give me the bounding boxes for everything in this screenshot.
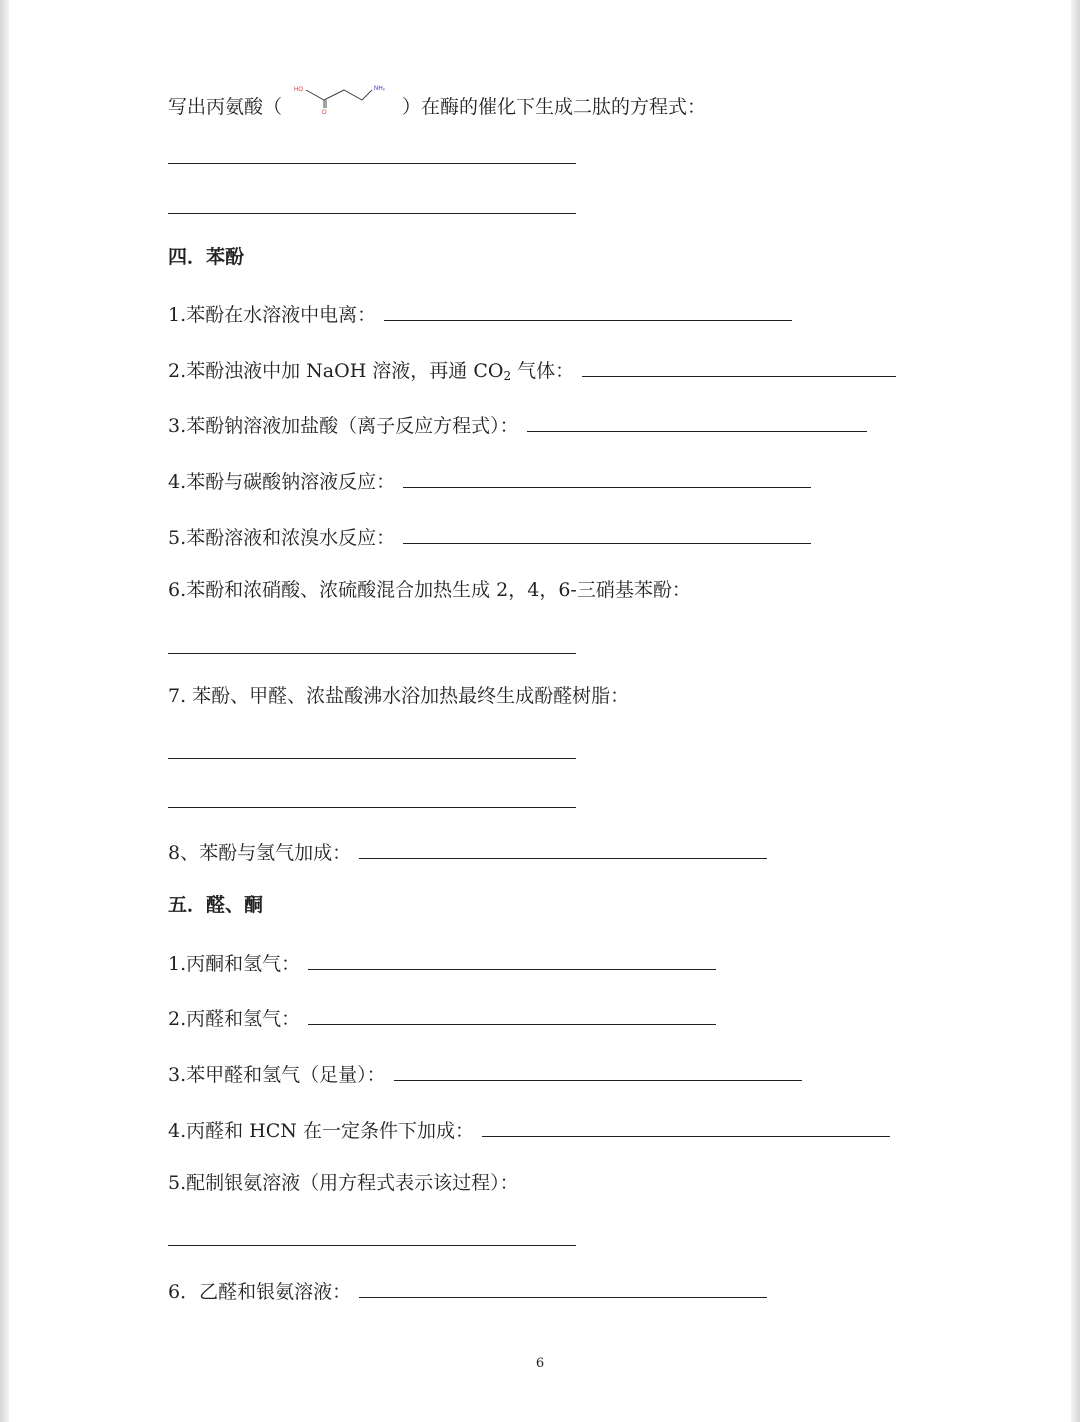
question-text: 6.苯酚和浓硝酸、浓硫酸混合加热生成 2，4，6-三硝基苯酚： — [168, 579, 691, 601]
answer-line[interactable] — [168, 1245, 576, 1246]
answer-blank[interactable] — [384, 300, 792, 321]
question-text: 4.丙醛和 HCN 在一定条件下加成： — [168, 1120, 474, 1142]
page-number: 6 — [535, 1356, 545, 1371]
question-text: 8、苯酚与氢气加成： — [168, 842, 352, 864]
question-item — [168, 467, 811, 494]
answer-blank[interactable] — [394, 1060, 802, 1081]
question-text: 4.苯酚与碳酸钠溶液反应： — [168, 471, 396, 493]
answer-blank[interactable] — [403, 523, 811, 544]
answer-blank[interactable] — [359, 1277, 767, 1298]
answer-blank[interactable] — [359, 838, 767, 859]
nh2-label: NH₂ — [374, 86, 386, 92]
question-item — [168, 1060, 802, 1087]
section-title-phenol: 四．苯酚 — [168, 246, 245, 268]
question-item — [168, 1277, 767, 1304]
intro-text-before: 写出丙氨酸（ — [168, 96, 283, 118]
answer-line[interactable] — [168, 758, 576, 759]
answer-blank[interactable] — [308, 1004, 716, 1025]
question-text: 7. 苯酚、甲醛、浓盐酸沸水浴加热最终生成酚醛树脂： — [168, 685, 630, 707]
question-item — [168, 838, 767, 865]
answer-line[interactable] — [168, 163, 576, 164]
question-text: 3.苯酚钠溶液加盐酸（离子反应方程式）： — [168, 415, 519, 437]
question-item — [168, 684, 629, 708]
answer-line[interactable] — [168, 807, 576, 808]
page-edge-right — [1071, 0, 1080, 1422]
question-text: 2.苯酚浊液中加 NaOH 溶液，再通 CO — [168, 360, 504, 382]
answer-blank[interactable] — [308, 949, 716, 970]
ho-label: HO — [294, 87, 304, 93]
question-item — [168, 949, 716, 976]
question-item — [168, 578, 691, 602]
page-edge-left — [0, 0, 9, 1422]
answer-line[interactable] — [168, 653, 576, 654]
o-label: O — [322, 110, 327, 116]
question-item — [168, 1116, 890, 1143]
intro-text-after: ）在酶的催化下生成二肽的方程式： — [402, 96, 707, 118]
question-item — [168, 1171, 519, 1195]
section-title-aldehyde-ketone: 五．醛、酮 — [168, 894, 264, 916]
question-text: 1.丙酮和氢气： — [168, 953, 301, 975]
question-text: 1.苯酚在水溶液中电离： — [168, 304, 377, 326]
answer-blank[interactable] — [482, 1116, 890, 1137]
alanine-structure-image — [282, 82, 402, 122]
answer-blank[interactable] — [403, 467, 811, 488]
question-item — [168, 300, 792, 327]
question-text: 5.苯酚溶液和浓溴水反应： — [168, 527, 396, 549]
question-text: 6．乙醛和银氨溶液： — [168, 1281, 352, 1303]
question-text: 2.丙醛和氢气： — [168, 1008, 301, 1030]
question-item — [168, 356, 896, 383]
question-text: 3.苯甲醛和氢气（足量）： — [168, 1064, 386, 1086]
intro-question — [168, 88, 706, 128]
question-item — [168, 1004, 716, 1031]
subscript: 2 — [503, 369, 512, 383]
question-item — [168, 523, 811, 550]
question-item — [168, 411, 867, 438]
answer-blank[interactable] — [582, 356, 896, 377]
answer-line[interactable] — [168, 213, 576, 214]
question-text: 5.配制银氨溶液（用方程式表示该过程）： — [168, 1172, 519, 1194]
question-text-tail: 气体： — [511, 360, 575, 382]
answer-blank[interactable] — [527, 411, 867, 432]
